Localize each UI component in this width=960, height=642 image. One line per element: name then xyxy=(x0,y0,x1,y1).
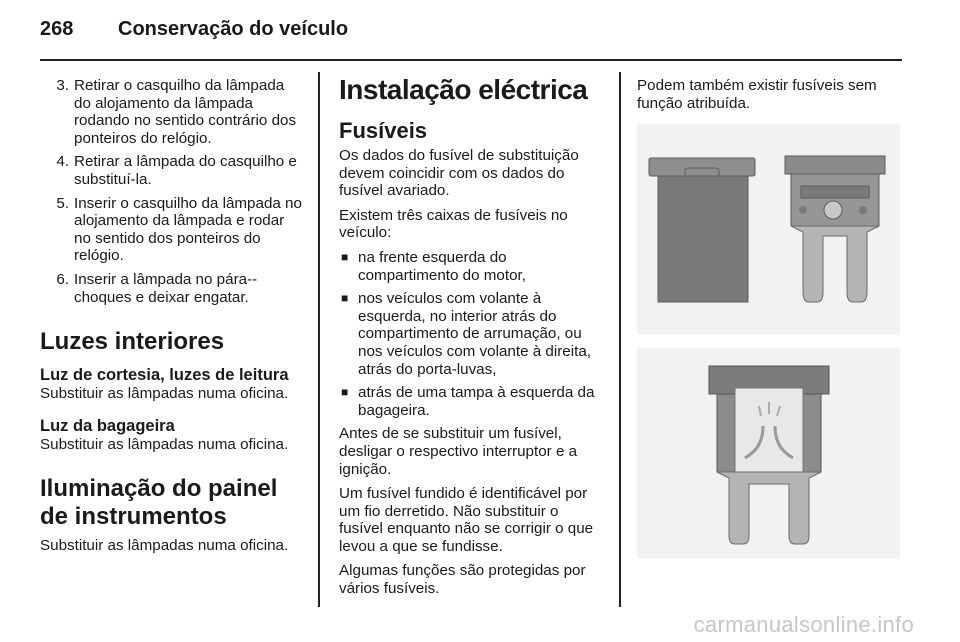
step-text: Inserir o casquilho da lâmpada no alojamento da lâmpada e rodar no sentido dos ponteiros do relógio. xyxy=(74,194,302,265)
page-title: Conservação do veículo xyxy=(118,18,349,40)
electrical-heading: Instalação eléctrica xyxy=(339,74,588,105)
step-text: Retirar o casquilho da lâmpada do alojamento da lâmpada rodando no sentido contrário dos ponteiros do relógio. xyxy=(74,77,297,147)
bullet-icon: ■ xyxy=(341,385,349,400)
courtesy-light-text: Substituir as lâmpadas numa oficina. xyxy=(40,385,289,403)
fuses-heading: Fusíveis xyxy=(339,118,428,143)
paragraph: Um fusível fundido é identificável por um fio derretido. Não substituir o fusível enquanto não se corrigir o que levou a que se fundisse. xyxy=(339,485,594,555)
watermark-text: carmanualsonline.info xyxy=(693,612,914,637)
step-item xyxy=(40,153,302,188)
blown-fuse-icon xyxy=(637,348,900,558)
trunk-light-text: Substituir as lâmpadas numa oficina. xyxy=(40,435,289,453)
step-number: 6. xyxy=(56,270,69,288)
list-item-text: nos veículos com volante à esquerda, no interior atrás do compartimento de arrumação, ou nos veículos com volante à direita, atrás do porta-luvas, xyxy=(358,290,591,378)
bullet-icon: ■ xyxy=(341,291,349,306)
list-item xyxy=(339,384,604,419)
paragraph: Algumas funções são protegidas por vários fusíveis. xyxy=(339,562,586,598)
instrument-panel-heading: Iluminação do painel de instrumentos xyxy=(40,475,278,531)
step-item xyxy=(40,77,302,147)
fuse-illustration xyxy=(637,124,900,334)
left-column xyxy=(40,77,302,562)
list-item-text: na frente esquerda do compartimento do motor, xyxy=(358,248,526,284)
step-number: 4. xyxy=(56,153,69,171)
step-number: 3. xyxy=(56,77,69,94)
mini-fuse-front-and-side-icon xyxy=(637,124,900,334)
instrument-panel-text: Substituir as lâmpadas numa oficina. xyxy=(40,537,289,555)
list-item-text: atrás de uma tampa à esquerda da bagageira. xyxy=(358,384,595,419)
step-item xyxy=(40,195,302,265)
list-item xyxy=(339,249,604,284)
step-item xyxy=(40,271,302,306)
paragraph: Antes de se substituir um fusível, desligar o respectivo interruptor e a ignição. xyxy=(339,425,578,478)
middle-column xyxy=(339,74,604,605)
bullet-icon: ■ xyxy=(341,249,349,264)
interior-lights-heading: Luzes interiores xyxy=(40,328,225,356)
step-text: Inserir a lâmpada no pára--choques e deixar engatar. xyxy=(74,270,258,306)
paragraph: Existem três caixas de fusíveis no veículo: xyxy=(339,206,568,242)
paragraph: Os dados do fusível de substituição devem coincidir com os dados do fusível avariado. xyxy=(339,147,579,200)
page-number: 268 xyxy=(40,18,74,40)
step-text: Retirar a lâmpada do casquilho e substituí-la. xyxy=(74,153,297,188)
paragraph: Podem também existir fusíveis sem função atribuída. xyxy=(637,77,877,112)
column-divider xyxy=(619,72,621,607)
right-column xyxy=(637,77,902,119)
column-divider xyxy=(318,72,320,607)
blown-fuse-illustration xyxy=(637,348,900,558)
trunk-light-heading: Luz da bagageira xyxy=(40,416,175,435)
list-item xyxy=(339,290,604,378)
courtesy-light-heading: Luz de cortesia, luzes de leitura xyxy=(40,366,289,385)
header-rule xyxy=(40,59,902,61)
step-number: 5. xyxy=(56,194,69,212)
